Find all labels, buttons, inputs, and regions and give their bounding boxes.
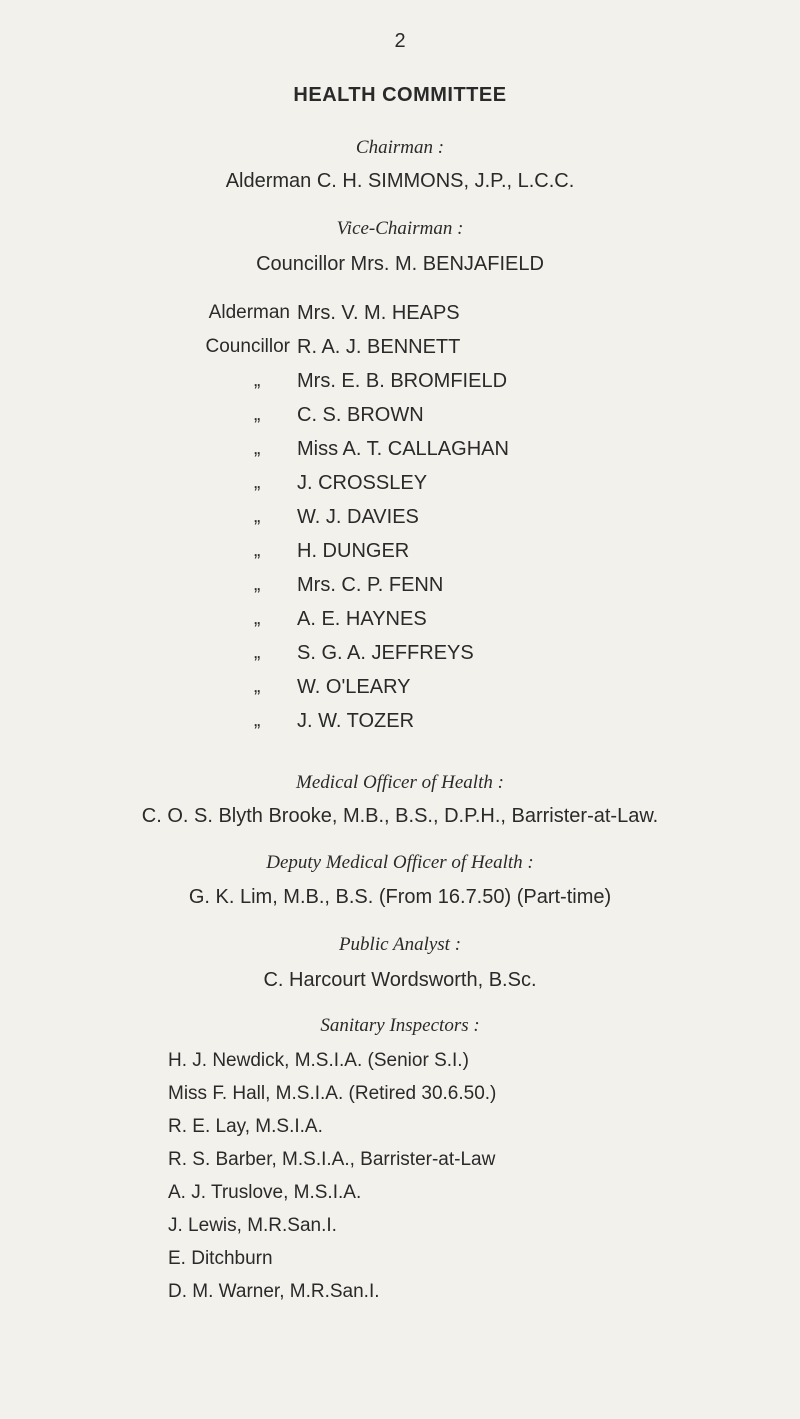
member-row	[0, 642, 800, 676]
member-row	[0, 574, 800, 608]
ditto-mark: „	[254, 642, 261, 663]
medical-officer-name: C. O. S. Blyth Brooke, M.B., B.S., D.P.H., Barrister-at-Law.	[141, 805, 659, 827]
vice-chairman-label: Vice-Chairman :	[336, 218, 464, 239]
member-row	[0, 506, 800, 540]
ditto-mark: „	[254, 472, 261, 493]
member-row	[0, 336, 800, 370]
member-name: W. J. DAVIES	[297, 506, 419, 528]
member-row	[0, 438, 800, 472]
list-item: R. S. Barber, M.S.I.A., Barrister-at-Law	[168, 1149, 496, 1170]
ditto-mark: „	[254, 574, 261, 595]
member-row	[0, 608, 800, 642]
list-item: J. Lewis, M.R.San.I.	[168, 1215, 337, 1236]
member-name: W. O'LEARY	[297, 676, 411, 698]
member-row	[0, 472, 800, 506]
list-item: E. Ditchburn	[168, 1248, 273, 1269]
committee-title: HEALTH COMMITTEE	[293, 84, 507, 106]
list-item: H. J. Newdick, M.S.I.A. (Senior S.I.)	[168, 1050, 469, 1071]
public-analyst-name: C. Harcourt Wordsworth, B.Sc.	[263, 969, 537, 991]
list-item: A. J. Truslove, M.S.I.A.	[168, 1182, 362, 1203]
ditto-mark: „	[254, 438, 261, 459]
ditto-mark: „	[254, 404, 261, 425]
medical-officer-label: Medical Officer of Health :	[296, 772, 504, 793]
chairman-label: Chairman :	[355, 137, 445, 158]
member-title: Councillor	[205, 336, 290, 357]
ditto-mark: „	[254, 608, 261, 629]
member-row	[0, 710, 800, 744]
ditto-mark: „	[254, 540, 261, 561]
member-name: H. DUNGER	[297, 540, 410, 562]
member-row	[0, 540, 800, 574]
chairman-name: Alderman C. H. SIMMONS, J.P., L.C.C.	[225, 170, 575, 192]
member-row	[0, 404, 800, 438]
ditto-mark: „	[254, 676, 261, 697]
member-name: Miss A. T. CALLAGHAN	[297, 438, 509, 460]
list-item: D. M. Warner, M.R.San.I.	[168, 1281, 380, 1302]
ditto-mark: „	[254, 710, 261, 731]
list-item: R. E. Lay, M.S.I.A.	[168, 1116, 323, 1137]
member-name: C. S. BROWN	[297, 404, 424, 426]
deputy-medical-officer-label: Deputy Medical Officer of Health :	[266, 852, 534, 873]
ditto-mark: „	[254, 370, 261, 391]
member-name: Mrs. E. B. BROMFIELD	[297, 370, 508, 392]
page-number: 2	[394, 30, 406, 52]
member-name: J. W. TOZER	[297, 710, 415, 732]
list-item: Miss F. Hall, M.S.I.A. (Retired 30.6.50.)	[168, 1083, 497, 1104]
member-name: S. G. A. JEFFREYS	[297, 642, 474, 664]
member-name: A. E. HAYNES	[297, 608, 427, 630]
deputy-medical-officer-name: G. K. Lim, M.B., B.S. (From 16.7.50) (Part-time)	[188, 886, 612, 908]
member-name: Mrs. V. M. HEAPS	[297, 302, 460, 324]
sanitary-inspectors-label: Sanitary Inspectors :	[320, 1015, 480, 1036]
member-row	[0, 370, 800, 404]
member-name: Mrs. C. P. FENN	[297, 574, 444, 596]
member-title: Alderman	[208, 302, 290, 323]
vice-chairman-name: Councillor Mrs. M. BENJAFIELD	[256, 253, 544, 275]
member-row	[0, 676, 800, 710]
ditto-mark: „	[254, 506, 261, 527]
member-row	[0, 302, 800, 336]
public-analyst-label: Public Analyst :	[338, 934, 462, 955]
member-name: R. A. J. BENNETT	[297, 336, 461, 358]
member-name: J. CROSSLEY	[297, 472, 428, 494]
